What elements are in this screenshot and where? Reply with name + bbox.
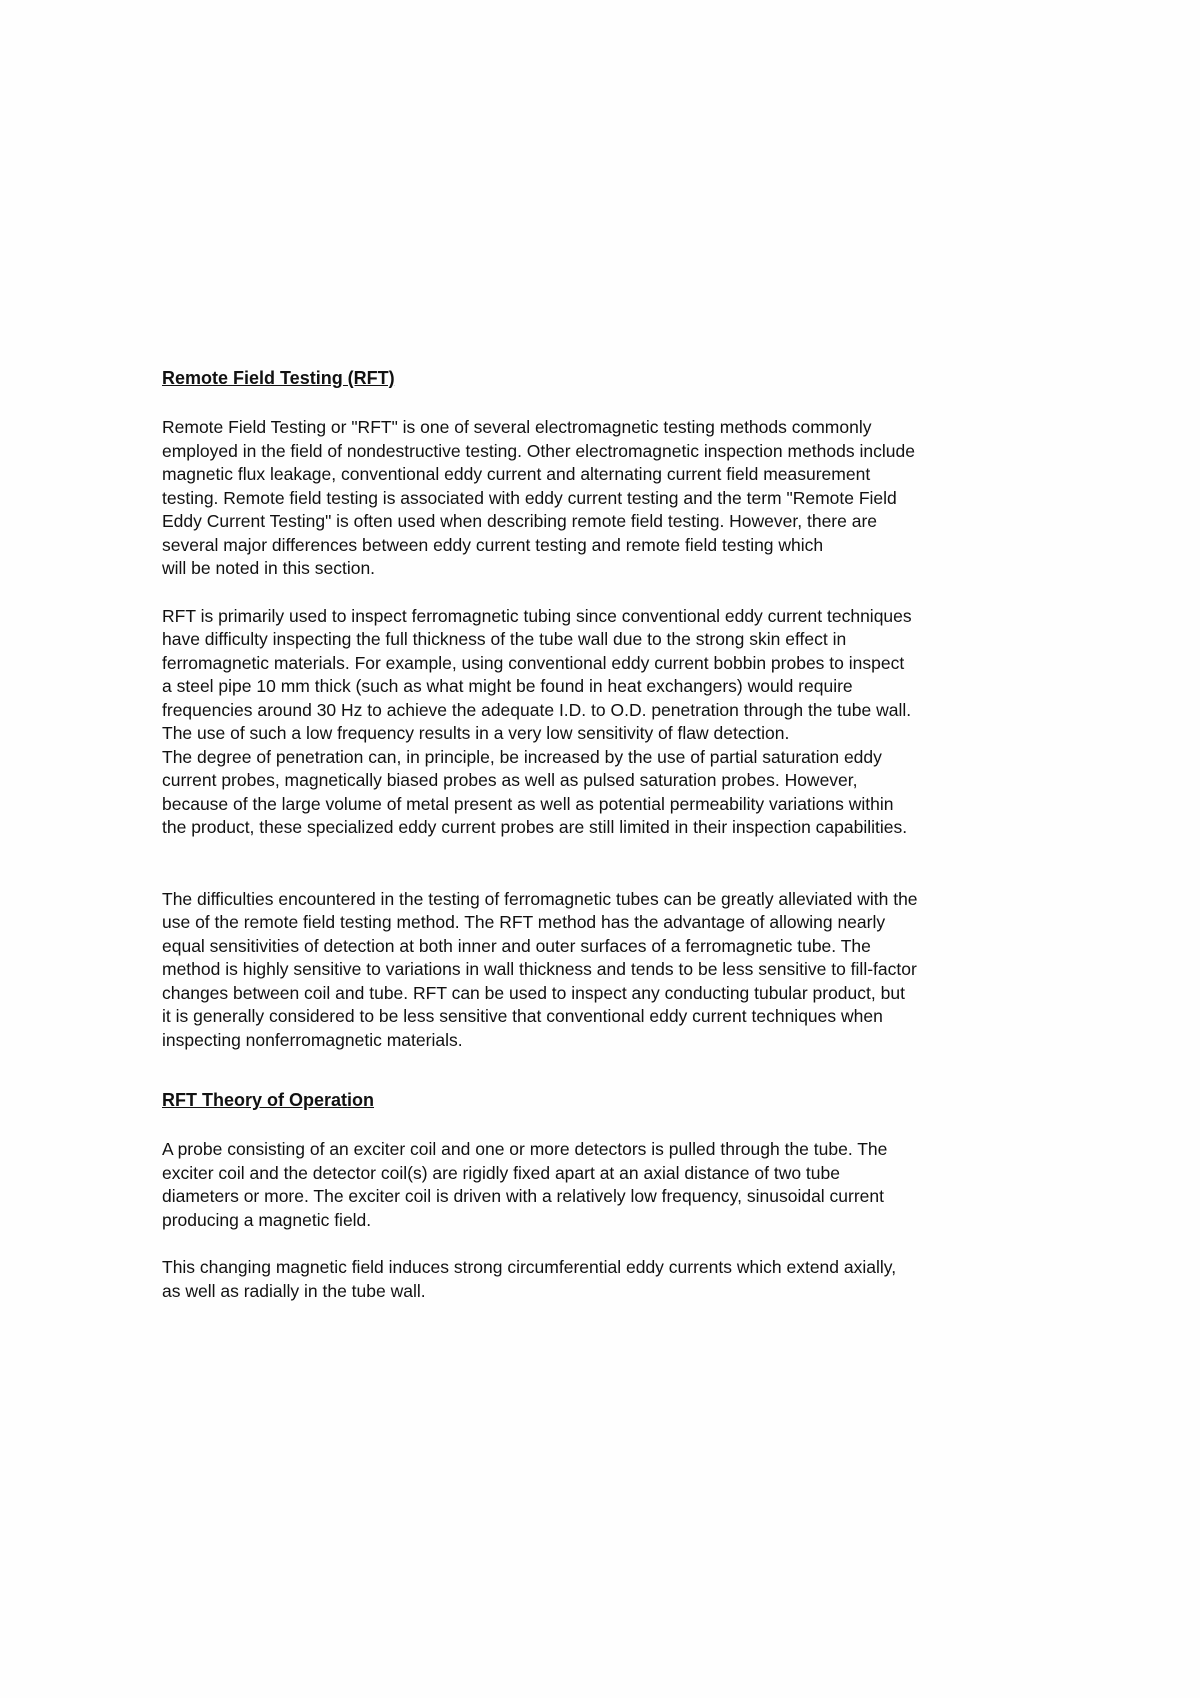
text-line: current probes, magnetically biased probes as well as pulsed saturation probes. However,	[162, 770, 858, 790]
text-line: RFT is primarily used to inspect ferromagnetic tubing since conventional eddy current techniques	[162, 605, 912, 626]
text-line: equal sensitivities of detection at both inner and outer surfaces of a ferromagnetic tube. The	[162, 935, 871, 956]
text-line: diameters or more. The exciter coil is driven with a relatively low frequency, sinusoidal current	[162, 1186, 885, 1206]
text-line: The use of such a low frequency results in a very low sensitivity of flaw detection.	[162, 723, 790, 743]
paragraph-eddy-currents	[162, 1256, 1062, 1303]
text-line: ferromagnetic materials. For example, using conventional eddy current bobbin probes to inspect	[162, 652, 905, 673]
document-body	[162, 366, 1062, 1303]
text-line: inspecting nonferromagnetic materials.	[162, 1029, 463, 1050]
text-line: The degree of penetration can, in principle, be increased by the use of partial saturation eddy	[162, 746, 882, 767]
text-line: Eddy Current Testing" is often used when describing remote field testing. However, there are	[162, 511, 878, 531]
spacer	[162, 840, 1062, 888]
text-line: The difficulties encountered in the testing of ferromagnetic tubes can be greatly alleviated with the	[162, 888, 918, 909]
section-heading-rft: Remote Field Testing (RFT)	[162, 368, 395, 388]
text-line: because of the large volume of metal present as well as potential permeability variations within	[162, 793, 894, 814]
spacer	[162, 1052, 1062, 1088]
text-line: testing. Remote field testing is associated with eddy current testing and the term "Remote Field	[162, 487, 897, 508]
paragraph-advantages	[162, 888, 1062, 1053]
text-line: exciter coil and the detector coil(s) are rigidly fixed apart at an axial distance of two tube	[162, 1162, 840, 1183]
text-line: changes between coil and tube. RFT can be used to inspect any conducting tubular product, but	[162, 982, 905, 1003]
paragraph-usage	[162, 605, 1062, 840]
text-line: producing a magnetic field.	[162, 1209, 372, 1230]
paragraph-intro	[162, 416, 1062, 581]
spacer	[162, 581, 1062, 605]
text-line: magnetic flux leakage, conventional eddy current and alternating current field measurement	[162, 464, 871, 484]
text-line: will be noted in this section.	[162, 558, 376, 578]
section-heading-theory: RFT Theory of Operation	[162, 1090, 375, 1110]
text-line: have difficulty inspecting the full thickness of the tube wall due to the strong skin effect in	[162, 629, 847, 649]
text-line: the product, these specialized eddy current probes are still limited in their inspection capabilities.	[162, 817, 908, 837]
spacer	[162, 1232, 1062, 1256]
text-line: several major differences between eddy current testing and remote field testing which	[162, 534, 824, 555]
text-line: Remote Field Testing or "RFT" is one of several electromagnetic testing methods commonly	[162, 417, 872, 437]
text-line: employed in the field of nondestructive testing. Other electromagnetic inspection methods include	[162, 440, 915, 461]
text-line: method is highly sensitive to variations in wall thickness and tends to be less sensitive to fill-factor	[162, 959, 917, 979]
text-line: This changing magnetic field induces strong circumferential eddy currents which extend axially,	[162, 1257, 897, 1277]
text-line: frequencies around 30 Hz to achieve the adequate I.D. to O.D. penetration through the tube wall.	[162, 699, 912, 720]
paragraph-probe	[162, 1138, 1062, 1232]
text-line: as well as radially in the tube wall.	[162, 1280, 426, 1301]
text-line: use of the remote field testing method. The RFT method has the advantage of allowing nearly	[162, 912, 886, 932]
text-line: a steel pipe 10 mm thick (such as what might be found in heat exchangers) would require	[162, 676, 853, 696]
text-line: A probe consisting of an exciter coil and one or more detectors is pulled through the tube. The	[162, 1139, 888, 1159]
text-line: it is generally considered to be less sensitive that conventional eddy current techniques when	[162, 1006, 883, 1026]
